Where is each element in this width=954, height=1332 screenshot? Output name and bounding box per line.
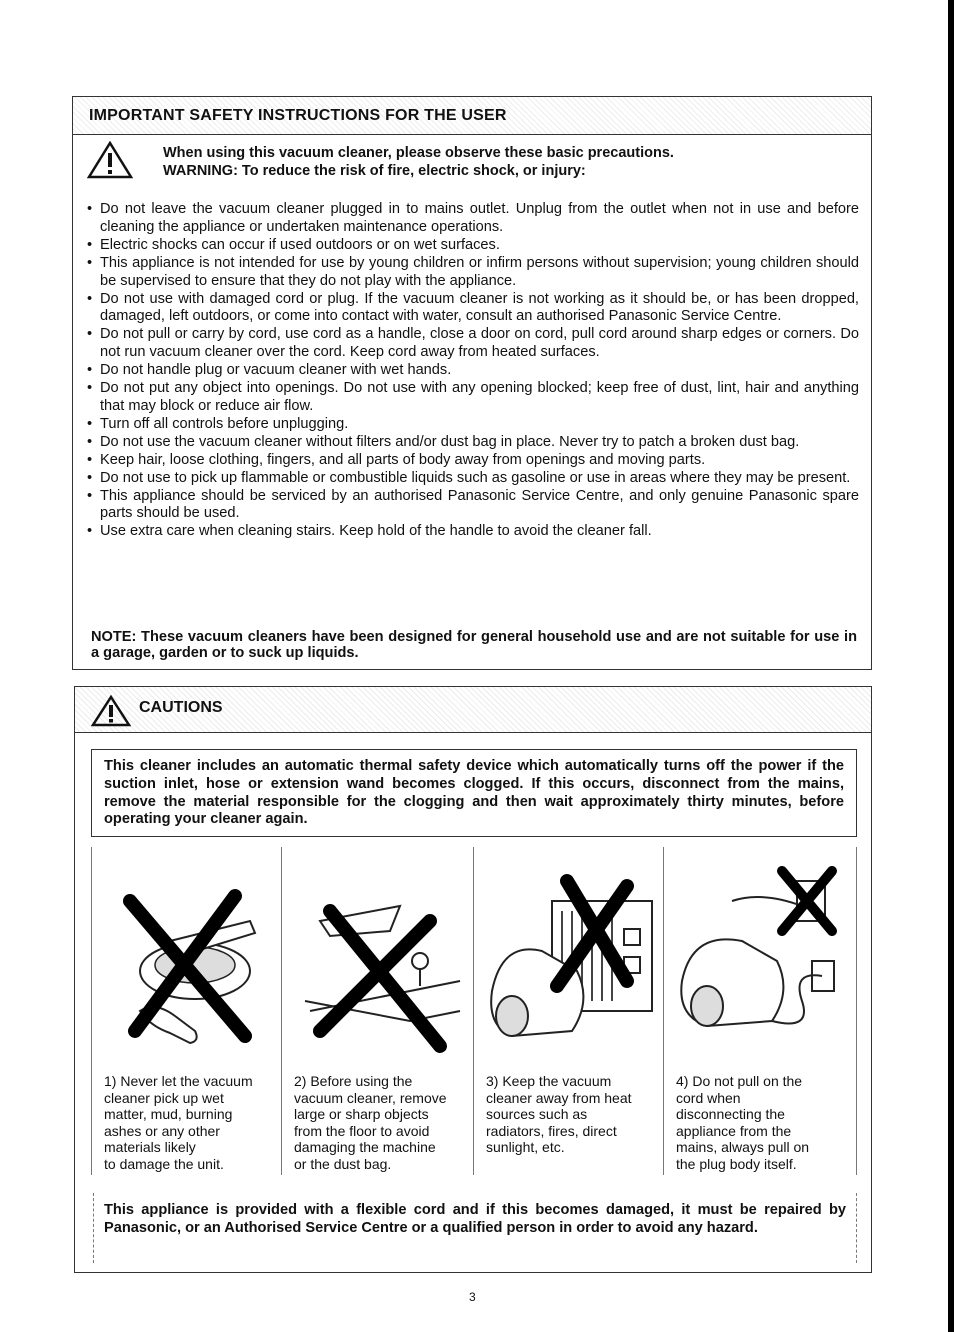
safety-title: IMPORTANT SAFETY INSTRUCTIONS FOR THE USER: [89, 107, 507, 124]
safety-title-bar: [73, 97, 871, 135]
caution-panel-1: [91, 847, 281, 1175]
safety-bullet: • Turn off all controls before unplugging.: [87, 416, 859, 434]
safety-bullet: • Do not put any object into openings. Do not use with any opening blocked; keep free of dust, lint, hair and anything that may block or reduce air flow.: [87, 380, 859, 416]
safety-instructions-section: [72, 96, 872, 670]
safety-bullet: • Do not use the vacuum cleaner without filters and/or dust bag in place. Never try to patch a broken dust bag.: [87, 434, 859, 452]
sharp-objects-prohibited-illustration-icon: [290, 861, 466, 1061]
safety-bullet: • Do not use to pick up flammable or combustible liquids such as gasoline or use in areas where they may be present.: [87, 470, 859, 488]
usage-note: NOTE: These vacuum cleaners have been designed for general household use and are not suitable for use in a garage, garden or to suck up liquids.: [91, 629, 857, 661]
cautions-title: CAUTIONS: [139, 699, 223, 716]
caution-panel-4: [663, 847, 857, 1175]
caution-panel-3: [473, 847, 663, 1175]
safety-bullet: • Do not pull or carry by cord, use cord as a handle, close a door on cord, pull cord around sharp edges or corners. Do not run vacuum cleaner over the cord. Keep cord away from heated surfaces.: [87, 326, 859, 362]
cord-pull-prohibited-illustration-icon: [672, 861, 848, 1061]
wet-ashes-prohibited-illustration-icon: [100, 861, 270, 1061]
safety-bullet: • Electric shocks can occur if used outdoors or on wet surfaces.: [87, 237, 859, 255]
safety-bullet: • Do not handle plug or vacuum cleaner with wet hands.: [87, 362, 859, 380]
caution-caption-2: 2) Before using the vacuum cleaner, remove large or sharp objects from the floor to avoid damaging the machine or the dust bag.: [294, 1073, 447, 1172]
safety-bullet: • This appliance should be serviced by an authorised Panasonic Service Centre, and only genuine Panasonic spare parts should be used.: [87, 488, 859, 524]
safety-bullet: • Do not leave the vacuum cleaner plugged in to mains outlet. Unplug from the outlet when not in use and before cleaning the appliance or undertaken maintenance operations.: [87, 201, 859, 237]
safety-bullet-list: [87, 201, 859, 541]
caution-illustration-panels: [91, 847, 857, 1175]
caution-panel-2: [281, 847, 473, 1175]
caution-caption-3: 3) Keep the vacuum cleaner away from heat sources such as radiators, fires, direct sunlight, etc.: [486, 1073, 632, 1156]
warning-lines: [163, 144, 674, 180]
safety-bullet: • Use extra care when cleaning stairs. Keep hold of the handle to avoid the cleaner fall.: [87, 523, 859, 541]
cautions-title-bar: [75, 687, 871, 733]
safety-bullet: • Do not use with damaged cord or plug. If the vacuum cleaner is not working as it should be, or has been dropped, damaged, left outdoors, or come into contact with water, consult an authorised Panasonic Service Centre.: [87, 291, 859, 327]
cautions-bottom-rule: [74, 1272, 872, 1273]
cord-repair-notice: This appliance is provided with a flexible cord and if this becomes damaged, it must be repaired by Panasonic, or an Authorised Service Centre or a qualified person in order to avoid any hazard.: [93, 1193, 857, 1263]
safety-bullet: • Keep hair, loose clothing, fingers, and all parts of body away from openings and moving parts.: [87, 452, 859, 470]
warning-triangle-icon: [91, 695, 131, 727]
thermal-safety-notice: This cleaner includes an automatic thermal safety device which automatically turns off the power if the suction inlet, hose or extension wand becomes clogged. If this occurs, disconnect from the mains, remove the material responsible for the clogging and then wait approximately thirty minutes, before operating your cleaner again.: [91, 749, 857, 837]
page-edge-bar: [948, 0, 954, 1332]
warning-line: WARNING: To reduce the risk of fire, electric shock, or injury:: [163, 163, 586, 179]
heat-source-prohibited-illustration-icon: [482, 861, 658, 1061]
caution-caption-1: 1) Never let the vacuum cleaner pick up wet matter, mud, burning ashes or any other materials likely to damage the unit.: [104, 1073, 253, 1172]
cautions-section: [74, 686, 872, 1272]
page-number: 3: [469, 1290, 476, 1304]
caution-caption-4: 4) Do not pull on the cord when disconnecting the appliance from the mains, always pull on the plug body itself.: [676, 1073, 810, 1172]
warning-triangle-icon: [87, 141, 133, 179]
safety-bullet: • This appliance is not intended for use by young children or infirm persons without supervision; young children should be supervised to ensure that they do not play with the appliance.: [87, 255, 859, 291]
precaution-line: When using this vacuum cleaner, please observe these basic precautions.: [163, 145, 674, 161]
